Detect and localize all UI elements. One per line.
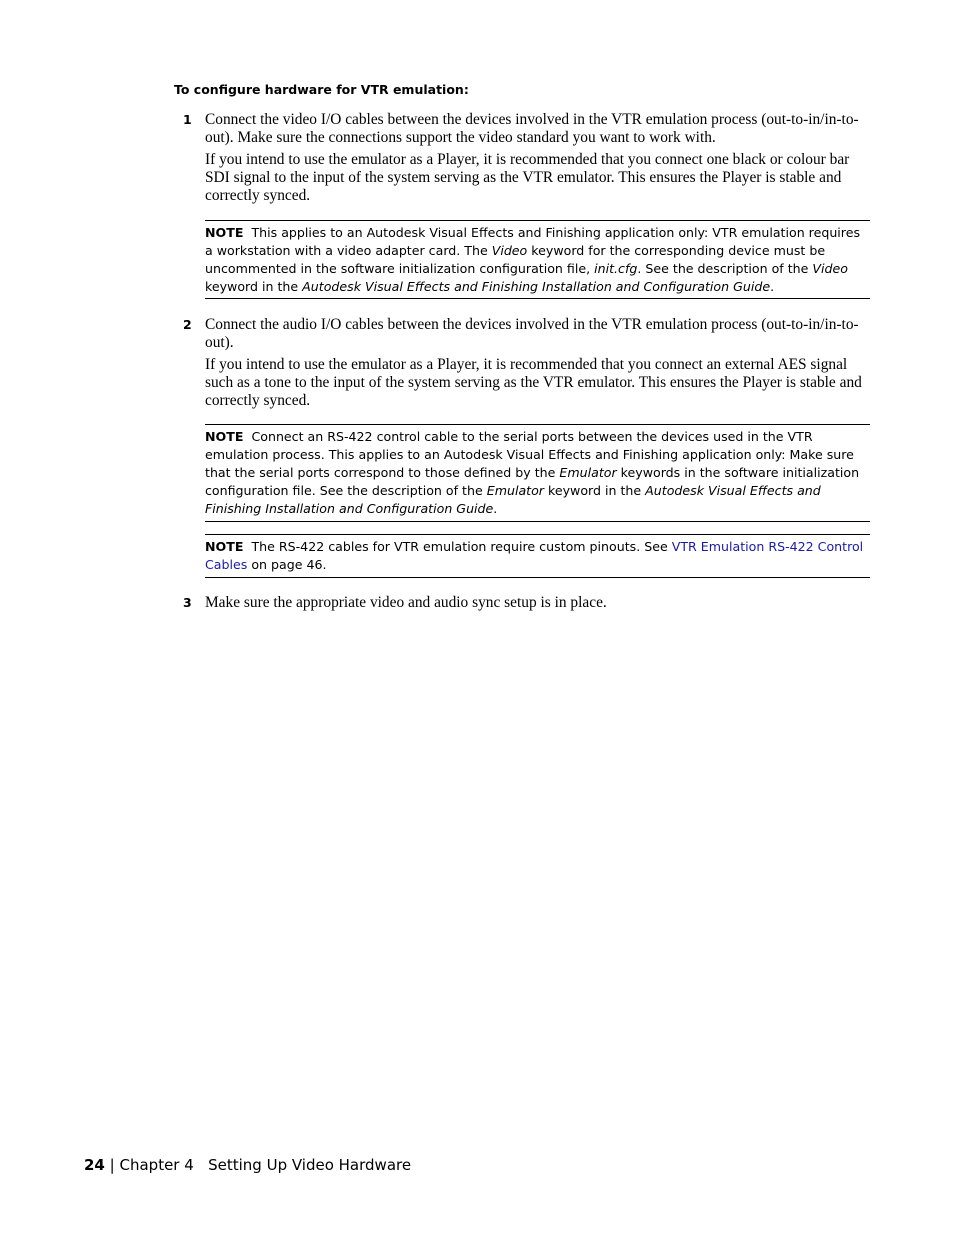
note-text: keywords in the software initialization configuration file. See the description of the [205, 465, 860, 498]
chapter-label: Chapter 4 [119, 1156, 194, 1174]
chapter-title: Setting Up Video Hardware [208, 1156, 412, 1174]
procedure-heading: To configure hardware for VTR emulation: [174, 82, 469, 97]
note-text: . See the description of the [637, 261, 813, 276]
step-1 [174, 111, 870, 209]
note-label: NOTE [205, 539, 244, 554]
step-number: 1 [183, 112, 192, 127]
note-keyword: Emulator [486, 483, 544, 498]
page-footer [84, 1156, 411, 1174]
step-3 [174, 594, 870, 616]
note-filename: init.cfg [594, 261, 638, 276]
step-number: 2 [183, 317, 192, 332]
note-text: on page 46. [247, 557, 327, 572]
note-box [205, 534, 870, 578]
note-label: NOTE [205, 225, 244, 240]
note-keyword: Emulator [559, 465, 617, 480]
footer-separator: | [109, 1156, 115, 1174]
step-text: Connect the video I/O cables between the devices involved in the VTR emulation process (out-to-in/in-to-out). Make sure the connections support the video standard you want to work with. [205, 111, 859, 146]
step-detail: If you intend to use the emulator as a Player, it is recommended that you connect an external AES signal such as a tone to the input of the system serving as the VTR emulator. This ensures the Player is stable and correctly synced. [205, 356, 862, 409]
step-detail: If you intend to use the emulator as a Player, it is recommended that you connect one black or colour bar SDI signal to the input of the system serving as the VTR emulator. This ensures the Player is stable and correctly synced. [205, 151, 850, 204]
step-number: 3 [183, 595, 192, 610]
note-keyword: Video [491, 243, 528, 258]
note-guide-title: Autodesk Visual Effects and Finishing Installation and Configuration Guide [205, 483, 821, 516]
note-text: . [493, 501, 498, 516]
note-guide-title: Autodesk Visual Effects and Finishing Installation and Configuration Guide [302, 279, 771, 294]
step-text: Make sure the appropriate video and audio sync setup is in place. [205, 594, 607, 611]
note-text: The RS-422 cables for VTR emulation require custom pinouts. See [251, 539, 672, 554]
step-text: Connect the audio I/O cables between the devices involved in the VTR emulation process (out-to-in/in-to-out). [205, 316, 859, 351]
note-text: Connect an RS-422 control cable to the serial ports between the devices used in the VTR emulation process. This applies to an Autodesk Visual Effects and Finishing application only: Make sure that the serial ports correspond to those defined by the [205, 429, 854, 480]
note-text: . [770, 279, 775, 294]
note-box [205, 424, 870, 522]
note-box [205, 220, 870, 299]
step-2 [174, 316, 870, 414]
page-number: 24 [84, 1156, 105, 1174]
note-keyword: Video [812, 261, 848, 276]
note-text: keyword in the [205, 279, 303, 294]
cross-reference-link[interactable]: VTR Emulation RS-422 Control Cables [205, 539, 864, 572]
note-text: This applies to an Autodesk Visual Effects and Finishing application only: VTR emulation requires a workstation with a video adapter card. The [205, 225, 861, 258]
note-text: keyword for the corresponding device must be uncommented in the software initialization configuration file, [205, 243, 826, 276]
note-label: NOTE [205, 429, 244, 444]
note-text: keyword in the [543, 483, 646, 498]
